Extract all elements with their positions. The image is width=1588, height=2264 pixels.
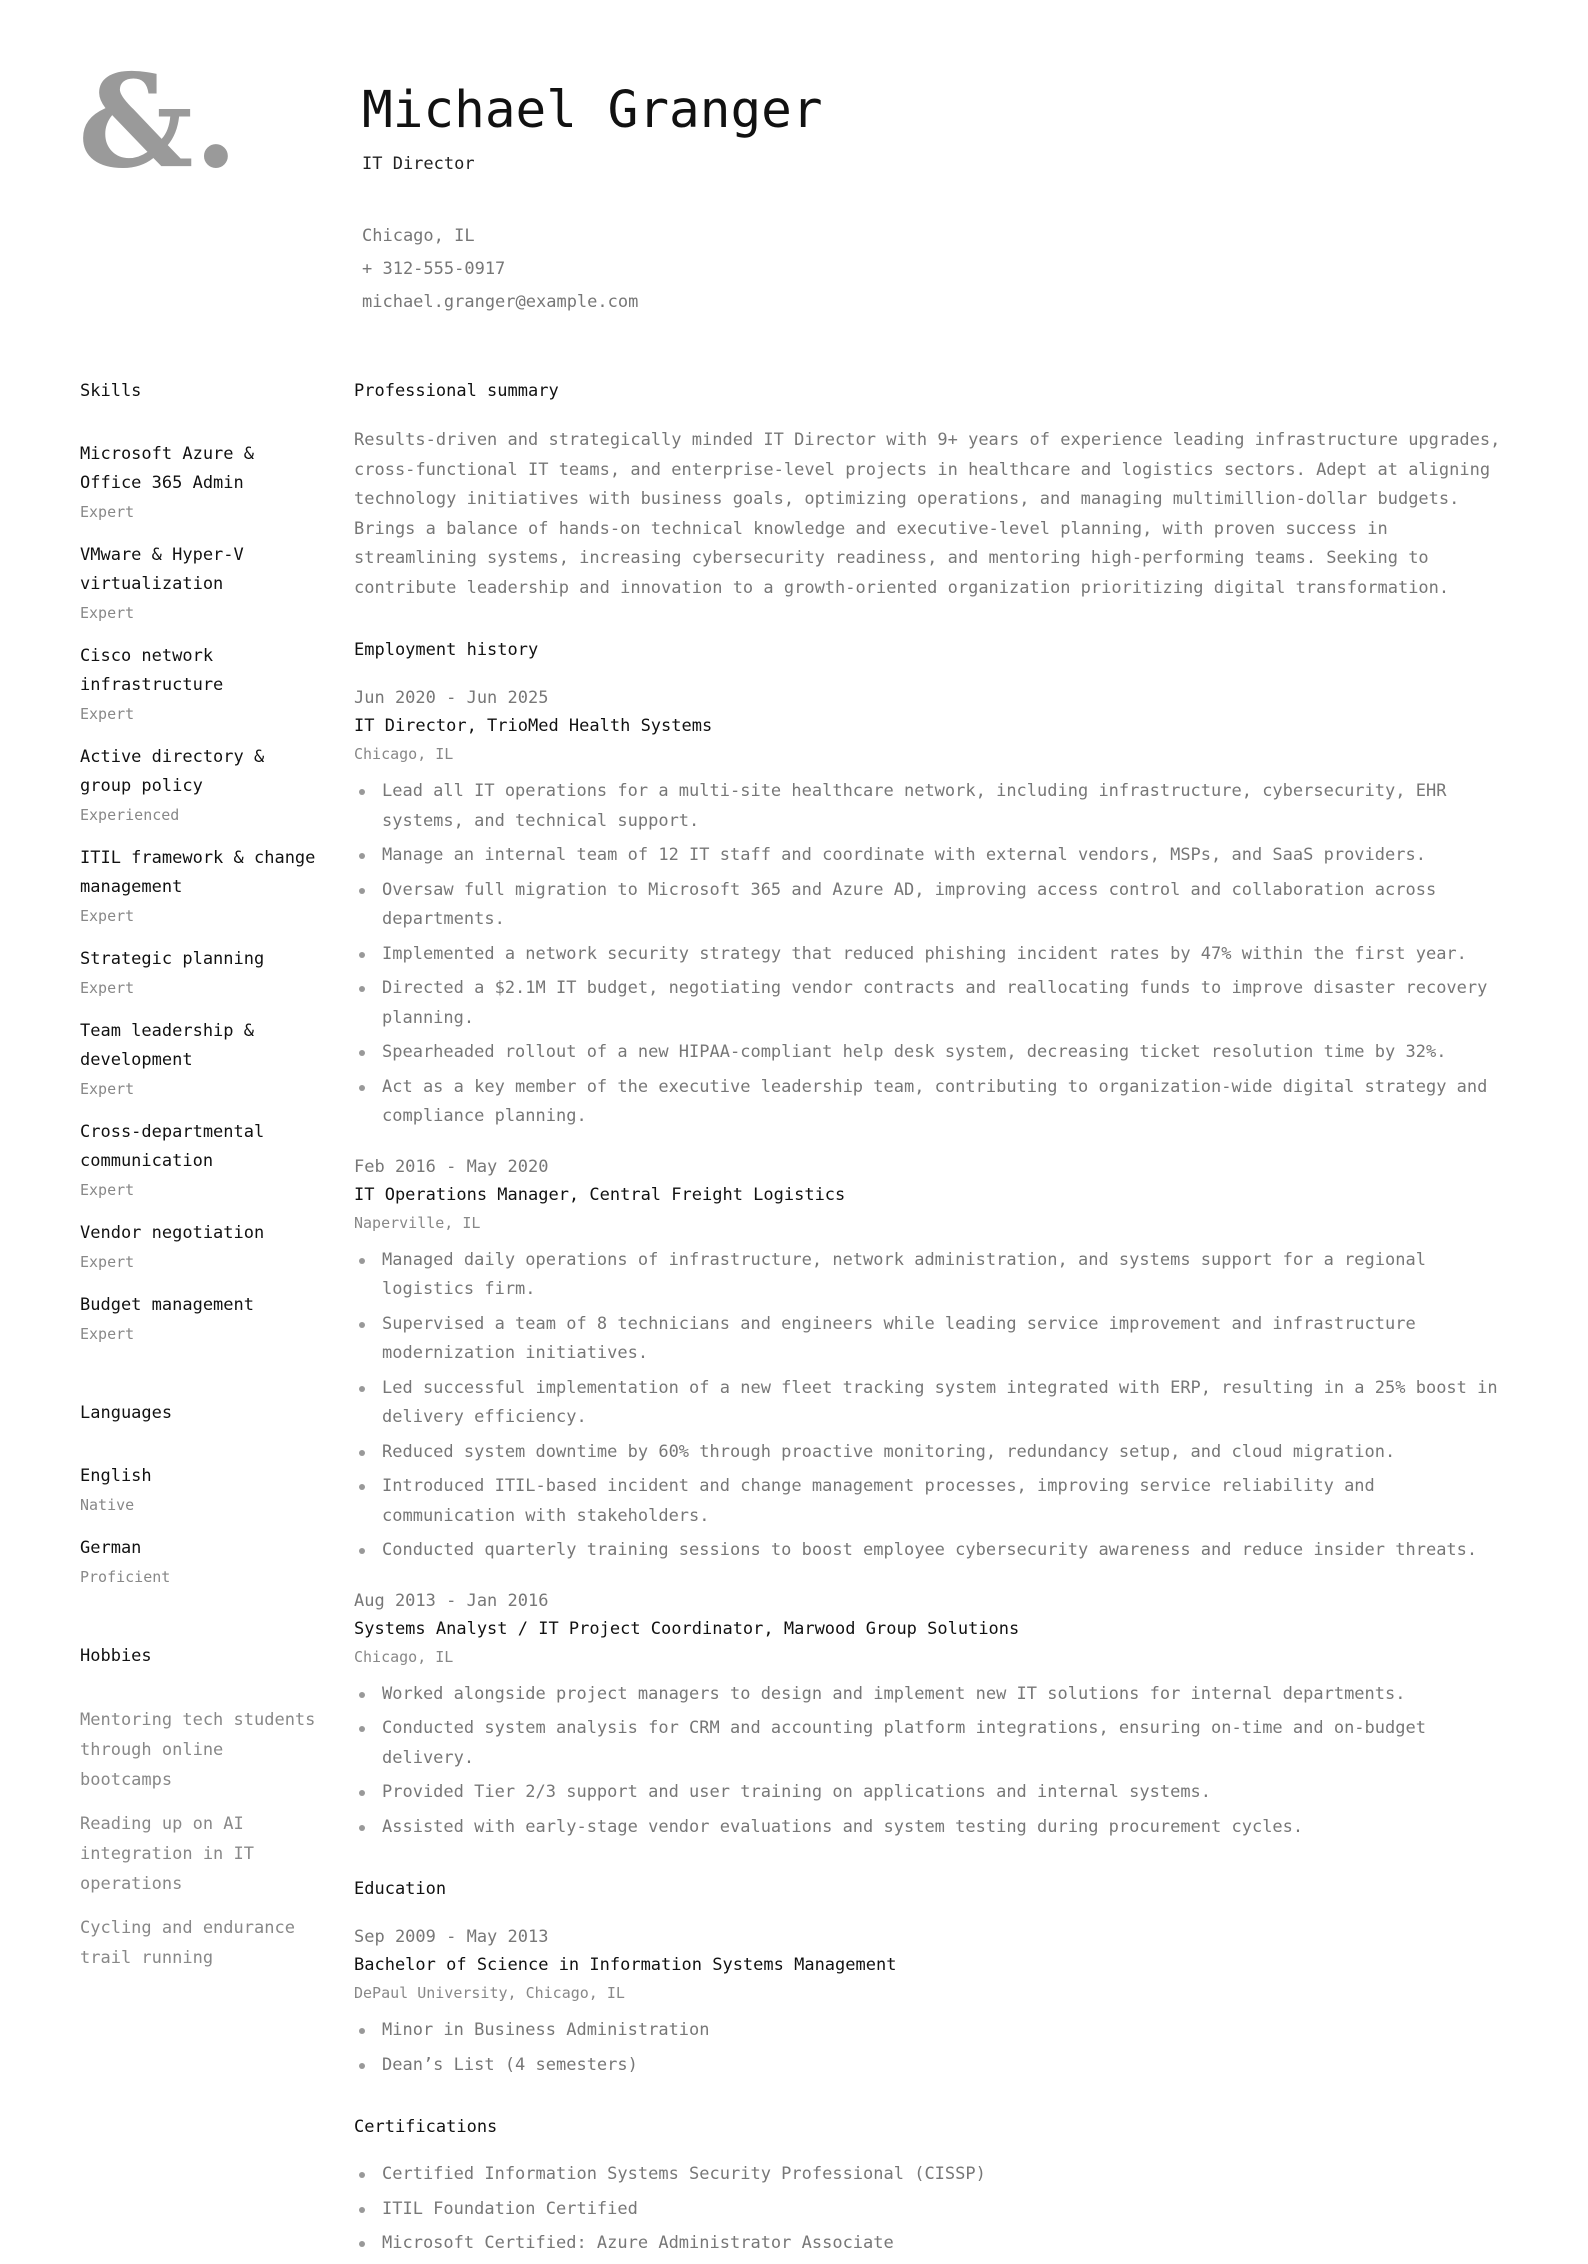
job-bullet: Implemented a network security strategy that reduced phishing incident rates by 47% within the first year. [354, 940, 1514, 970]
languages-section [80, 1400, 320, 1587]
candidate-name: Michael Granger [362, 81, 823, 140]
skill-name: Team leadership & development [80, 1021, 254, 1070]
job-bullet: Assisted with early-stage vendor evaluations and system testing during procurement cycles. [354, 1813, 1514, 1843]
skill-name: Cross-departmental communication [80, 1122, 265, 1171]
language-item [80, 1534, 320, 1587]
job-role: Systems Analyst / IT Project Coordinator, Marwood Group Solutions [354, 1618, 1020, 1639]
skill-item [80, 945, 320, 998]
job-bullet: Lead all IT operations for a multi-site healthcare network, including infrastructure, cybersecurity, EHR systems, and technical support. [354, 777, 1514, 836]
contact-location: Chicago, IL [362, 226, 475, 246]
skill-item [80, 541, 320, 623]
job-bullet: Reduced system downtime by 60% through proactive monitoring, redundancy setup, and cloud migration. [354, 1438, 1514, 1468]
education-bullet: Dean’s List (4 semesters) [354, 2051, 1514, 2081]
job-dates: Aug 2013 - Jan 2016 [354, 1590, 549, 1611]
education-bullets [354, 2016, 1514, 2080]
skill-name: Budget management [80, 1295, 254, 1315]
skill-name: ITIL framework & change management [80, 848, 316, 897]
skill-item [80, 1219, 320, 1272]
contact-info [362, 220, 823, 319]
hobby-item: Reading up on AI integration in IT operations [80, 1814, 254, 1894]
employment-section [354, 637, 1514, 1842]
language-name: German [80, 1538, 142, 1558]
job-bullets [354, 1680, 1514, 1843]
skill-level: Expert [80, 1080, 135, 1098]
hobby-item: Cycling and endurance trail running [80, 1918, 295, 1968]
hobbies-section [80, 1643, 320, 1973]
skill-item [80, 440, 320, 522]
summary-text: Results-driven and strategically minded IT Director with 9+ years of experience leading infrastructure upgrades, cross-functional IT teams, and enterprise-level projects in healthcare and logistics sectors. Adept at aligning technology initiatives with business goals, optimizing operations, and managing multimillion-dollar budgets. Brings a balance of hands-on technical knowledge and executive-level planning, with proven success in streamlining systems, increasing cybersecurity readiness, and mentoring high-performing teams. Seeking to contribute leadership and innovation to a growth-oriented organization prioritizing digital transformation. [354, 430, 1501, 598]
skill-name: Microsoft Azure & Office 365 Admin [80, 444, 254, 493]
skill-item [80, 1118, 320, 1200]
skill-item [80, 1017, 320, 1099]
education-entry [354, 1924, 1514, 2080]
hobbies-heading: Hobbies [80, 1646, 152, 1666]
skill-name: Active directory & group policy [80, 747, 265, 796]
main-content [354, 378, 1514, 2264]
skill-level: Expert [80, 1325, 135, 1343]
skill-name: Vendor negotiation [80, 1223, 265, 1243]
job-bullet: Led successful implementation of a new fleet tracking system integrated with ERP, resulting in a 25% boost in delivery efficiency. [354, 1374, 1514, 1433]
job-bullet: Conducted quarterly training sessions to boost employee cybersecurity awareness and reduce insider threats. [354, 1536, 1514, 1566]
job-role: IT Director, TrioMed Health Systems [354, 716, 713, 736]
education-dates: Sep 2009 - May 2013 [354, 1927, 549, 1947]
certification-item: Microsoft Certified: Azure Administrator Associate [354, 2229, 1514, 2259]
skill-item [80, 1291, 320, 1344]
skill-item [80, 844, 320, 926]
resume-header [362, 80, 823, 319]
contact-phone: + 312-555-0917 [362, 259, 506, 279]
skills-section [80, 378, 320, 1344]
languages-heading: Languages [80, 1403, 173, 1423]
certification-item: ITIL Foundation Certified [354, 2195, 1514, 2225]
ampersand-logo-icon: &. [78, 47, 239, 197]
skills-heading: Skills [80, 381, 142, 401]
job-bullet: Act as a key member of the executive leadership team, contributing to organization-wide digital strategy and compliance planning. [354, 1073, 1514, 1132]
job-role: IT Operations Manager, Central Freight Logistics [354, 1184, 846, 1205]
skill-level: Expert [80, 1253, 135, 1271]
certifications-heading: Certifications [354, 2117, 498, 2137]
employment-heading: Employment history [354, 640, 539, 660]
job-bullet: Manage an internal team of 12 IT staff and coordinate with external vendors, MSPs, and SaaS providers. [354, 841, 1514, 871]
sidebar [80, 378, 320, 1987]
job-bullet: Provided Tier 2/3 support and user training on applications and internal systems. [354, 1778, 1514, 1808]
job-entry [354, 1154, 1514, 1566]
skill-name: VMware & Hyper-V virtualization [80, 545, 244, 594]
skill-level: Expert [80, 503, 135, 521]
skill-level: Expert [80, 705, 135, 723]
skill-level: Expert [80, 979, 135, 997]
contact-email: michael.granger@example.com [362, 292, 639, 312]
skill-name: Strategic planning [80, 949, 265, 969]
job-entry [354, 1588, 1514, 1843]
hobby-item: Mentoring tech students through online bootcamps [80, 1710, 316, 1790]
job-bullet: Introduced ITIL-based incident and change management processes, improving service reliability and communication with stakeholders. [354, 1472, 1514, 1531]
summary-heading: Professional summary [354, 381, 559, 401]
certifications-section [354, 2114, 1514, 2259]
job-bullet: Managed daily operations of infrastructure, network administration, and systems support for a regional logistics firm. [354, 1246, 1514, 1305]
skill-level: Expert [80, 907, 135, 925]
skill-level: Expert [80, 604, 135, 622]
job-bullet: Directed a $2.1M IT budget, negotiating vendor contracts and reallocating funds to improve disaster recovery planning. [354, 974, 1514, 1033]
skill-item [80, 642, 320, 724]
job-location: Naperville, IL [354, 1213, 481, 1232]
education-bullet: Minor in Business Administration [354, 2016, 1514, 2046]
skill-name: Cisco network infrastructure [80, 646, 224, 695]
job-entry [354, 685, 1514, 1132]
education-degree: Bachelor of Science in Information Systems Management [354, 1955, 897, 1975]
language-level: Proficient [80, 1568, 171, 1586]
summary-section [354, 378, 1514, 603]
job-bullet: Spearheaded rollout of a new HIPAA-compliant help desk system, decreasing ticket resolution time by 32%. [354, 1038, 1514, 1068]
job-location: Chicago, IL [354, 1647, 454, 1666]
language-name: English [80, 1466, 152, 1486]
job-bullet: Conducted system analysis for CRM and accounting platform integrations, ensuring on-time and on-budget delivery. [354, 1714, 1514, 1773]
skill-level: Expert [80, 1181, 135, 1199]
job-bullets [354, 777, 1514, 1132]
language-level: Native [80, 1496, 135, 1514]
certification-item: Certified Information Systems Security Professional (CISSP) [354, 2160, 1514, 2190]
job-bullets [354, 1246, 1514, 1566]
job-bullet: Worked alongside project managers to design and implement new IT solutions for internal departments. [354, 1680, 1514, 1710]
education-section [354, 1876, 1514, 2080]
job-location: Chicago, IL [354, 745, 454, 763]
job-dates: Jun 2020 - Jun 2025 [354, 688, 549, 708]
skill-level: Experienced [80, 806, 180, 824]
education-heading: Education [354, 1879, 447, 1899]
language-item [80, 1462, 320, 1515]
education-school: DePaul University, Chicago, IL [354, 1984, 625, 2002]
job-dates: Feb 2016 - May 2020 [354, 1156, 549, 1177]
candidate-title: IT Director [362, 154, 475, 174]
skill-item [80, 743, 320, 825]
job-bullet: Oversaw full migration to Microsoft 365 and Azure AD, improving access control and collaboration across departments. [354, 876, 1514, 935]
job-bullet: Supervised a team of 8 technicians and engineers while leading service improvement and infrastructure modernization initiatives. [354, 1310, 1514, 1369]
